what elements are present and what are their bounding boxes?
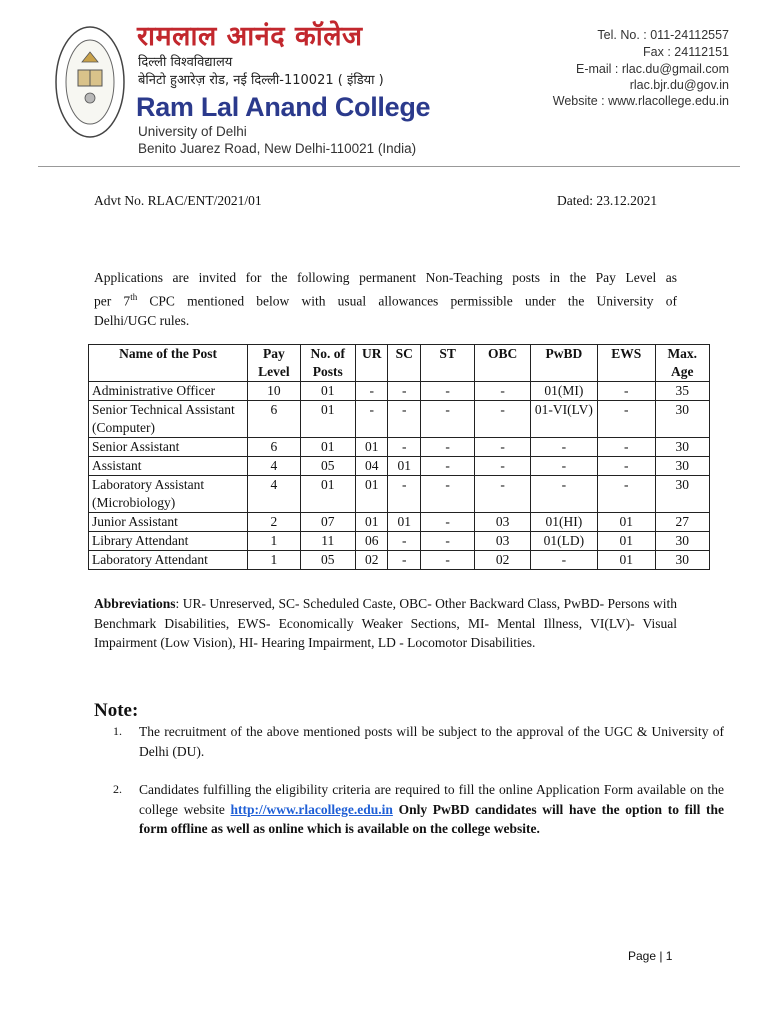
- table-row: [89, 438, 710, 457]
- contact-tel: Tel. No. : 011-24112557: [597, 28, 729, 42]
- cell-st: -: [420, 401, 474, 438]
- cell-posts: 01: [300, 401, 356, 438]
- cell-name: Administrative Officer: [89, 382, 248, 401]
- note-item-2: 2. Candidates fulfilling the eligibility criteria are required to fill the online Application Form available on the college website http://www.rlacollege.edu.in Only PwBD candidates will have the option to fill the form offline as well as online which is available on the college website.: [113, 782, 724, 836]
- table-row: [89, 457, 710, 476]
- abbreviations-paragraph: [94, 594, 677, 653]
- cell-max-age: 30: [655, 551, 710, 570]
- university-name-hindi: दिल्ली विश्वविद्यालय: [138, 55, 233, 70]
- advt-date: Dated: 23.12.2021: [557, 193, 658, 208]
- header-obc: OBC: [475, 345, 531, 382]
- abbreviations-text: : UR- Unreserved, SC- Scheduled Caste, OBC- Other Backward Class, PwBD- Persons with Benchmark Disabilities, EWS- Economically Weaker Sections, MI- Mental Illness, VI(LV)- Visual Impairment (Low Vision), HI- Hearing Impairment, LD - Locomotor Disabilities.: [94, 596, 677, 650]
- cell-st: -: [420, 438, 474, 457]
- advt-number: Advt No. RLAC/ENT/2021/01: [94, 193, 262, 208]
- cell-ews: 01: [597, 551, 655, 570]
- college-seal-logo: [52, 22, 128, 142]
- contact-fax: Fax : 24112151: [643, 45, 729, 59]
- cell-pay-level: 6: [248, 438, 300, 457]
- cell-ur: 01: [356, 476, 388, 513]
- contact-website: Website : www.rlacollege.edu.in: [552, 94, 729, 108]
- cell-ur: -: [356, 382, 388, 401]
- cell-max-age: 30: [655, 438, 710, 457]
- header-post-name: Name of the Post: [89, 345, 248, 382]
- cell-ews: -: [597, 382, 655, 401]
- cell-st: -: [420, 476, 474, 513]
- cell-st: -: [420, 513, 474, 532]
- header-st: ST: [420, 345, 474, 382]
- cell-sc: 01: [388, 513, 420, 532]
- cell-max-age: 30: [655, 401, 710, 438]
- cell-pwbd: -: [530, 551, 597, 570]
- intro-line-2: per 7th CPC mentioned below with usual allowances permissible under the University of: [94, 291, 677, 308]
- cell-max-age: 30: [655, 532, 710, 551]
- university-name-english: University of Delhi: [138, 124, 247, 139]
- cell-name: Senior Technical Assistant (Computer): [89, 401, 248, 438]
- header-max-age: Max. Age: [655, 345, 710, 382]
- college-name-hindi: रामलाल आनंद कॉलेज: [137, 21, 363, 52]
- address-english: Benito Juarez Road, New Delhi-110021 (India): [138, 141, 417, 156]
- posts-table: [88, 344, 710, 570]
- table-row: [89, 382, 710, 401]
- header-ur: UR: [356, 345, 388, 382]
- cell-ur: -: [356, 401, 388, 438]
- cell-max-age: 30: [655, 457, 710, 476]
- cell-name: Library Attendant: [89, 532, 248, 551]
- note-list: [94, 722, 724, 858]
- cell-pay-level: 1: [248, 551, 300, 570]
- cell-sc: -: [388, 382, 420, 401]
- address-hindi: बेनिटो हुआरेज़ रोड, नई दिल्ली-110021 ( इंडिया ): [138, 73, 384, 88]
- note-item-1: 1. The recruitment of the above mentioned posts will be subject to the approval of the UGC & University of Delhi (DU).: [113, 724, 724, 759]
- letterhead-divider: [38, 166, 740, 167]
- cell-obc: -: [475, 438, 531, 457]
- cell-name: Laboratory Assistant (Microbiology): [89, 476, 248, 513]
- table-row: [89, 513, 710, 532]
- table-row: [89, 532, 710, 551]
- header-pwbd: PwBD: [530, 345, 597, 382]
- cell-obc: 03: [475, 532, 531, 551]
- cell-obc: -: [475, 476, 531, 513]
- cell-ews: -: [597, 401, 655, 438]
- cell-pay-level: 6: [248, 401, 300, 438]
- cell-sc: -: [388, 438, 420, 457]
- table-row: [89, 401, 710, 438]
- cell-pay-level: 1: [248, 532, 300, 551]
- cell-ews: -: [597, 476, 655, 513]
- intro-paragraph: [94, 268, 677, 330]
- cell-posts: 01: [300, 476, 356, 513]
- cell-posts: 01: [300, 382, 356, 401]
- cell-posts: 05: [300, 457, 356, 476]
- cell-sc: -: [388, 532, 420, 551]
- cell-name: Junior Assistant: [89, 513, 248, 532]
- cell-obc: -: [475, 401, 531, 438]
- table-row: [89, 551, 710, 570]
- cell-sc: -: [388, 551, 420, 570]
- cell-pay-level: 2: [248, 513, 300, 532]
- cell-posts: 01: [300, 438, 356, 457]
- cell-ews: -: [597, 438, 655, 457]
- cell-posts: 11: [300, 532, 356, 551]
- cell-obc: -: [475, 457, 531, 476]
- cell-st: -: [420, 382, 474, 401]
- cell-ur: 01: [356, 438, 388, 457]
- header-posts: No. of Posts: [300, 345, 356, 382]
- abbreviations-label: Abbreviations: [94, 596, 176, 611]
- cell-obc: -: [475, 382, 531, 401]
- cell-name: Laboratory Attendant: [89, 551, 248, 570]
- page-number: Page | 1: [628, 949, 673, 963]
- cell-pay-level: 10: [248, 382, 300, 401]
- header-ews: EWS: [597, 345, 655, 382]
- cell-obc: 02: [475, 551, 531, 570]
- cell-obc: 03: [475, 513, 531, 532]
- college-name-english: Ram Lal Anand College: [136, 92, 431, 122]
- cell-sc: 01: [388, 457, 420, 476]
- contact-email: E-mail : rlac.du@gmail.com: [575, 62, 729, 76]
- cell-ews: -: [597, 457, 655, 476]
- cell-pwbd: 01(HI): [530, 513, 597, 532]
- cell-posts: 07: [300, 513, 356, 532]
- header-sc: SC: [388, 345, 420, 382]
- intro-line-3: Delhi/UGC rules.: [94, 312, 190, 328]
- cell-max-age: 27: [655, 513, 710, 532]
- cell-ews: 01: [597, 513, 655, 532]
- table-row: [89, 476, 710, 513]
- cell-sc: -: [388, 401, 420, 438]
- cell-pay-level: 4: [248, 476, 300, 513]
- cell-st: -: [420, 457, 474, 476]
- cell-pwbd: 01(MI): [530, 382, 597, 401]
- cell-pay-level: 4: [248, 457, 300, 476]
- cell-ews: 01: [597, 532, 655, 551]
- college-website-link[interactable]: http://www.rlacollege.edu.in: [230, 801, 393, 817]
- cell-st: -: [420, 532, 474, 551]
- cell-ur: 04: [356, 457, 388, 476]
- intro-line-1: Applications are invited for the following permanent Non-Teaching posts in the Pay Level as: [94, 270, 677, 285]
- header-pay-level: Pay Level: [248, 345, 300, 382]
- cell-pwbd: 01-VI(LV): [530, 401, 597, 438]
- cell-ur: 06: [356, 532, 388, 551]
- cell-ur: 02: [356, 551, 388, 570]
- cell-sc: -: [388, 476, 420, 513]
- note-heading: Note:: [94, 700, 139, 721]
- cell-name: Assistant: [89, 457, 248, 476]
- cell-pwbd: -: [530, 476, 597, 513]
- cell-max-age: 35: [655, 382, 710, 401]
- cell-ur: 01: [356, 513, 388, 532]
- cell-st: -: [420, 551, 474, 570]
- cell-pwbd: -: [530, 457, 597, 476]
- contact-email-alt: rlac.bjr.du@gov.in: [629, 78, 729, 92]
- cell-pwbd: 01(LD): [530, 532, 597, 551]
- cell-pwbd: -: [530, 438, 597, 457]
- table-header-row: [89, 345, 710, 382]
- cell-max-age: 30: [655, 476, 710, 513]
- cell-name: Senior Assistant: [89, 438, 248, 457]
- cell-posts: 05: [300, 551, 356, 570]
